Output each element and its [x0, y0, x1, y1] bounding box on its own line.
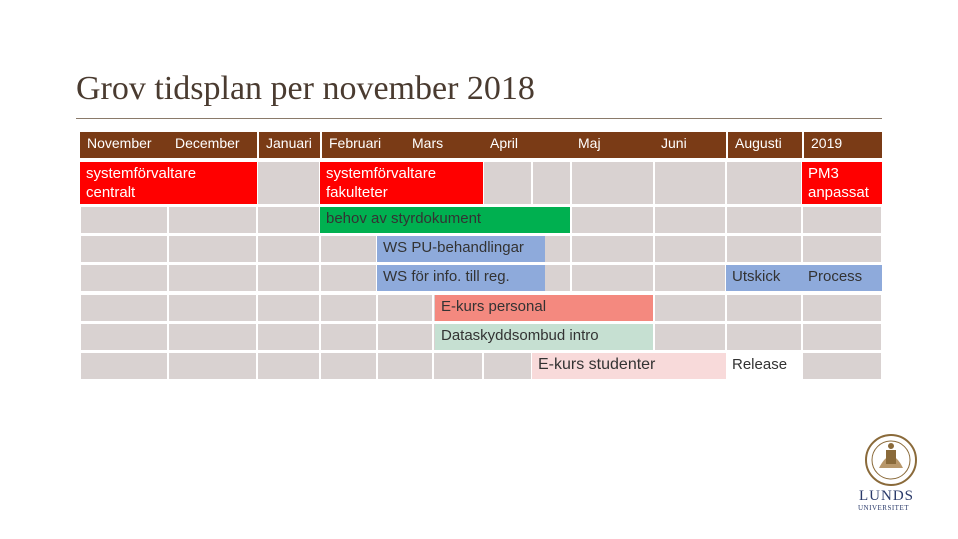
grid-cell — [321, 236, 376, 262]
grid-cell — [258, 353, 319, 379]
grid-cell — [572, 207, 653, 233]
grid-cell — [803, 207, 881, 233]
grid-cell — [727, 236, 801, 262]
grid-cell — [258, 265, 319, 291]
bar-behov-av-styrdokument: behov av styrdokument — [320, 207, 570, 233]
header-month-december: December — [168, 132, 257, 158]
grid-cell — [484, 162, 531, 204]
grid-cell — [169, 236, 256, 262]
grid-cell — [727, 324, 801, 350]
grid-cell — [572, 236, 653, 262]
grid-cell — [321, 353, 376, 379]
grid-cell — [572, 162, 653, 204]
grid-cell — [81, 324, 167, 350]
grid-cell — [321, 295, 376, 321]
grid-cell — [533, 162, 570, 204]
bar-dataskyddsombud-intro: Dataskyddsombud intro — [435, 324, 653, 350]
page-title: Grov tidsplan per november 2018 — [76, 70, 535, 107]
grid-cell — [727, 207, 801, 233]
header-month-augusti: Augusti — [726, 132, 802, 158]
grid-cell — [258, 207, 319, 233]
lunds-universitet-logo — [855, 430, 931, 518]
grid-cell — [258, 295, 319, 321]
grid-cell — [655, 324, 725, 350]
grid-cell — [727, 162, 801, 204]
grid-cell — [81, 265, 167, 291]
grid-cell — [321, 265, 376, 291]
grid-cell — [378, 295, 432, 321]
grid-cell — [572, 265, 653, 291]
bar-systemforvaltare-centralt: systemförvaltare centralt — [80, 162, 257, 204]
grid-cell — [169, 265, 256, 291]
header-year-2019: 2019 — [802, 132, 882, 158]
header-month-april: April — [483, 132, 571, 158]
grid-cell — [258, 236, 319, 262]
bar-ws-pu-behandlingar: WS PU-behandlingar — [377, 236, 545, 262]
grid-cell — [258, 324, 319, 350]
header-month-juni: Juni — [654, 132, 726, 158]
grid-cell — [321, 324, 376, 350]
bar-process: Process — [802, 265, 882, 291]
grid-cell — [803, 353, 881, 379]
grid-cell — [655, 295, 725, 321]
grid-cell — [378, 324, 432, 350]
grid-cell — [727, 295, 801, 321]
grid-cell — [655, 162, 725, 204]
grid-cell — [655, 207, 725, 233]
header-month-januari: Januari — [257, 132, 320, 158]
grid-cell — [803, 236, 881, 262]
grid-cell — [81, 207, 167, 233]
grid-cell — [258, 162, 319, 204]
header-month-mars: Mars — [405, 132, 483, 158]
grid-cell — [169, 324, 256, 350]
grid-cell — [803, 295, 881, 321]
grid-cell — [655, 265, 725, 291]
bar-ws-info-till-reg: WS för info. till reg. — [377, 265, 545, 291]
header-month-november: November — [80, 132, 168, 158]
grid-cell — [81, 295, 167, 321]
grid-cell — [803, 324, 881, 350]
bar-release: Release — [726, 353, 802, 379]
bar-systemforvaltare-fakulteter: systemförvaltare fakulteter — [320, 162, 483, 204]
bar-ekurs-studenter: E-kurs studenter — [532, 353, 726, 379]
grid-cell — [655, 236, 725, 262]
logo-name: LUNDS — [859, 488, 915, 504]
grid-cell — [434, 353, 482, 379]
bar-pm3-anpassat: PM3 anpassat — [802, 162, 882, 204]
grid-cell — [169, 295, 256, 321]
grid-cell — [81, 236, 167, 262]
logo-subname: UNIVERSITET — [858, 504, 909, 512]
grid-cell — [81, 353, 167, 379]
title-divider — [76, 118, 882, 119]
grid-cell — [484, 353, 531, 379]
bar-ekurs-personal: E-kurs personal — [435, 295, 653, 321]
grid-cell — [169, 207, 256, 233]
grid-cell — [169, 353, 256, 379]
bar-utskick: Utskick — [726, 265, 802, 291]
header-month-februari: Februari — [320, 132, 405, 158]
grid-cell — [378, 353, 432, 379]
header-month-maj: Maj — [571, 132, 654, 158]
